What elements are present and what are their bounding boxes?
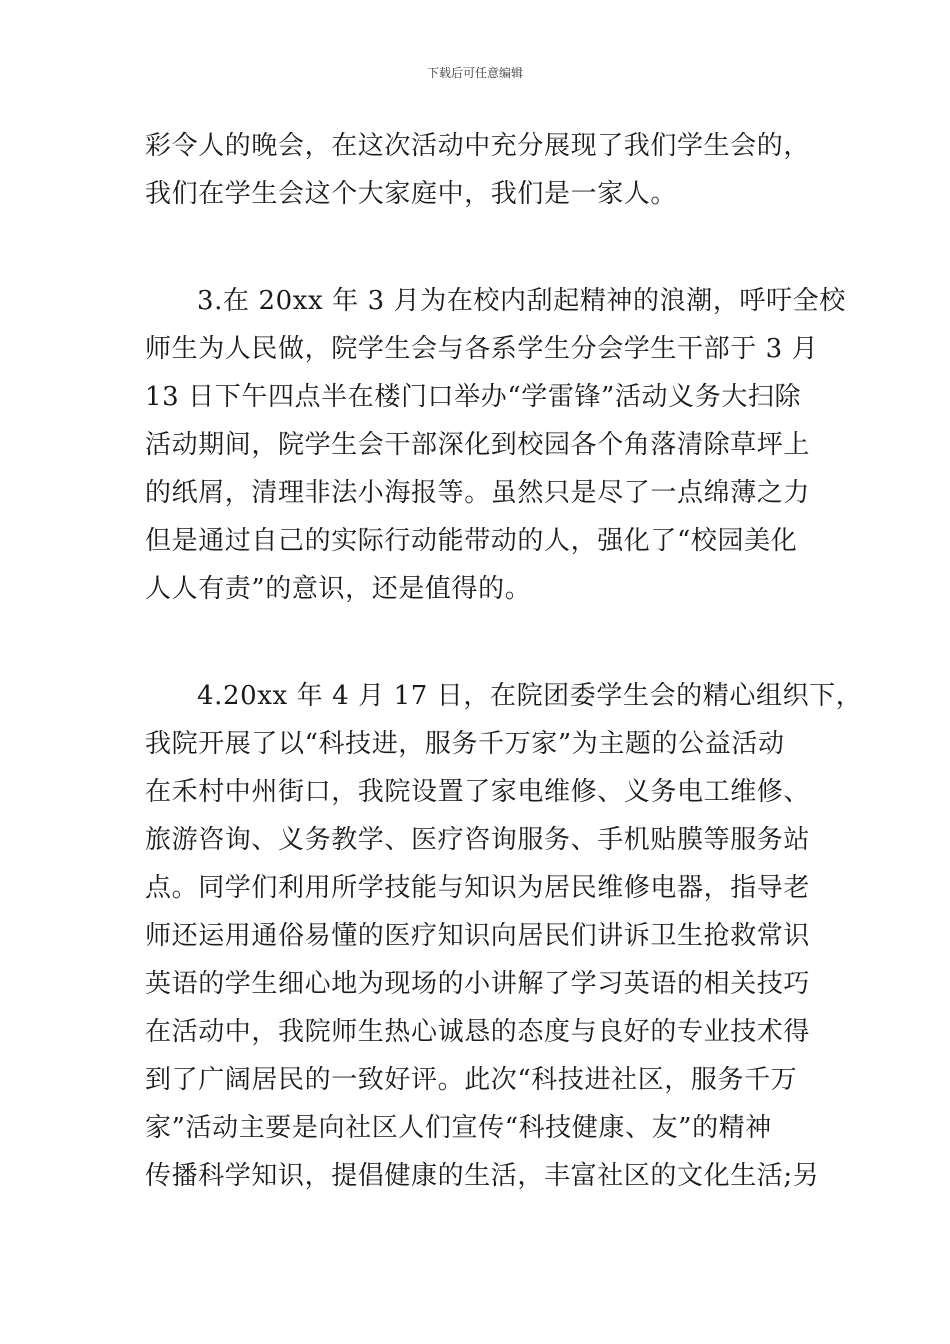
text-line: 师生为人民做，院学生会与各系学生分会学生干部于 3 月 (145, 334, 819, 364)
text-line: 到了广阔居民的一致好评。此次“科技进社区，服务千万 (145, 1065, 798, 1095)
text-line: 英语的学生细心地为现场的小讲解了学习英语的相关技巧 (145, 969, 811, 999)
text-line: 4.20xx 年 4 月 17 日，在院团委学生会的精心组织下， (197, 681, 863, 711)
text-line: 传播科学知识，提倡健康的生活，丰富社区的文化生活;另 (145, 1161, 820, 1191)
document-body (145, 126, 863, 1204)
text-line: 彩令人的晚会，在这次活动中充分展现了我们学生会的， (145, 131, 811, 161)
text-line: 在活动中，我院师生热心诚恳的态度与良好的专业技术得 (145, 1017, 811, 1047)
text-line: 3.在 20xx 年 3 月为在校内刮起精神的浪潮，呼吁全校 (197, 286, 846, 316)
text-line: 我院开展了以“科技进，服务千万家”为主题的公益活动 (145, 729, 785, 759)
text-line: 师还运用通俗易懂的医疗知识向居民们讲诉卫生抢救常识 (145, 921, 811, 951)
page-header: 下载后可任意编辑 (426, 66, 523, 80)
paragraph-item-4 (145, 676, 863, 1204)
text-line: 13 日下午四点半在楼门口举办“学雷锋”活动义务大扫除 (145, 382, 802, 412)
text-line: 人人有责”的意识，还是值得的。 (145, 574, 532, 604)
text-line: 的纸屑，清理非法小海报等。虽然只是尽了一点绵薄之力 (145, 478, 811, 508)
text-line: 在禾村中州街口，我院设置了家电维修、义务电工维修、 (145, 777, 811, 807)
paragraph-item-3 (145, 281, 846, 617)
text-line: 活动期间，院学生会干部深化到校园各个角落清除草坪上 (145, 430, 811, 460)
text-line: 旅游咨询、义务教学、医疗咨询服务、手机贴膜等服务站 (145, 825, 811, 855)
paragraph-continuation (145, 126, 810, 222)
text-line: 点。同学们利用所学技能与知识为居民维修电器，指导老 (145, 873, 811, 903)
paragraph-gap (145, 617, 810, 676)
text-line: 家”活动主要是向社区人们宣传“科技健康、友”的精神 (145, 1113, 772, 1143)
paragraph-gap (145, 222, 810, 281)
text-line: 我们在学生会这个大家庭中，我们是一家人。 (145, 179, 678, 209)
text-line: 但是通过自己的实际行动能带动的人，强化了“校园美化 (145, 526, 798, 556)
